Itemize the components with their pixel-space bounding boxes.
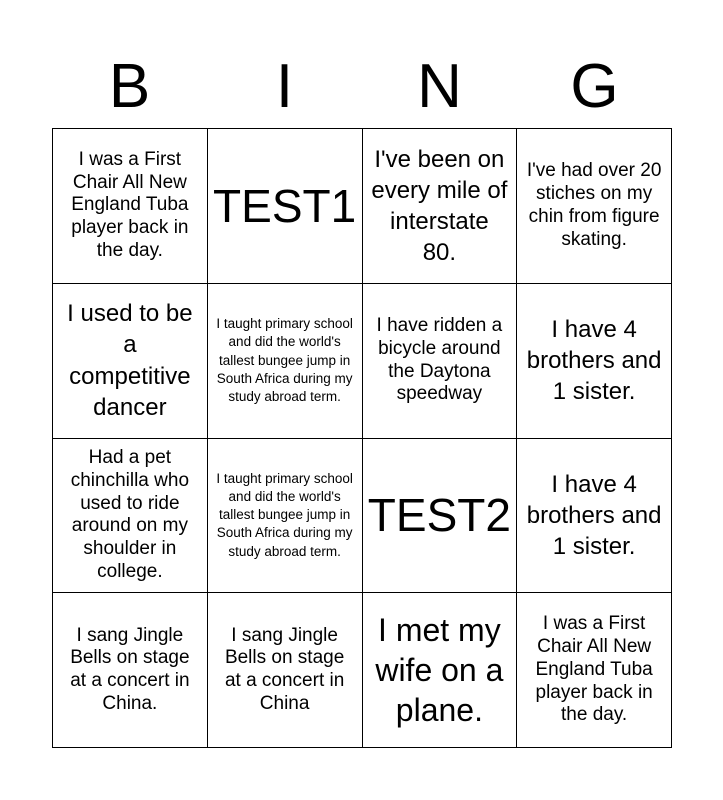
cell-text: I have ridden a bicycle around the Daytona speedway [376,315,503,405]
bingo-cell[interactable] [363,129,518,284]
cell-text: Had a pet chinchilla who used to ride around on my shoulder in college. [70,446,190,582]
cell-text: TEST2 [367,489,511,542]
header-letter-b: B [108,52,151,121]
bingo-cell[interactable] [208,129,363,284]
cell-text: I have 4 brothers and 1 sister. [526,470,662,560]
cell-text: I was a First Chair All New England Tuba player back in the day. [535,613,653,726]
cell-text: I've had over 20 stiches on my chin from figure skating. [526,160,662,250]
cell-text: I was a First Chair All New England Tuba player back in the day. [71,148,189,262]
cell-text: I taught primary school and did the world's tallest bungee jump in South Africa during my study abroad term. [216,470,353,559]
cell-text: TEST1 [213,179,357,232]
bingo-cell[interactable] [363,593,518,748]
bingo-cell[interactable] [53,439,208,594]
bingo-cell[interactable] [53,593,208,748]
bingo-cell[interactable] [208,593,363,748]
bingo-cell[interactable] [53,129,208,284]
header-letter-n: N [417,52,462,121]
bingo-board [52,128,672,748]
bingo-header [52,52,672,122]
cell-text: I used to be a competitive dancer [67,300,193,421]
cell-text: I sang Jingle Bells on stage at a concert in China. [70,624,190,714]
bingo-cell[interactable] [517,129,672,284]
bingo-cell[interactable] [517,284,672,439]
header-letter-g: G [570,52,619,121]
bingo-cell[interactable] [53,284,208,439]
header-letter-i: I [275,52,294,121]
bingo-cell[interactable] [517,439,672,594]
bingo-cell[interactable] [208,284,363,439]
cell-text: I sang Jingle Bells on stage at a concert in China [224,624,345,714]
cell-text: I taught primary school and did the world's tallest bungee jump in South Africa during my study abroad term. [216,316,353,404]
cell-text: I met my wife on a plane. [375,612,504,729]
bingo-cell[interactable] [363,439,518,594]
bingo-cell[interactable] [363,284,518,439]
bingo-cell[interactable] [517,593,672,748]
bingo-cell[interactable] [208,439,363,594]
cell-text: I have 4 brothers and 1 sister. [526,315,662,406]
cell-text: I've been on every mile of interstate 80. [371,145,508,267]
